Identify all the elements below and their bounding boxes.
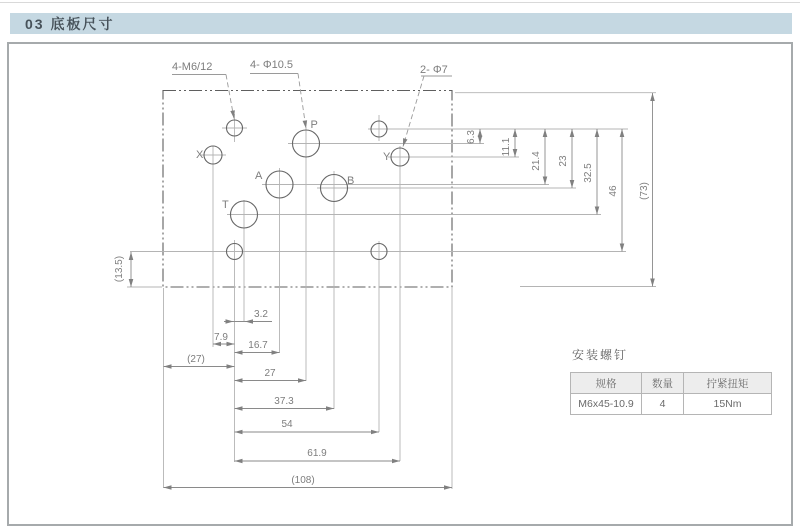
callout-phi10-5: 4- Φ10.5 [250,59,294,71]
col-header-spec: 规格 [571,373,642,394]
dim-label-6-3: 6.3 [466,130,477,144]
page-top-rule [0,2,800,3]
dim-label-3-2: 3.2 [254,309,268,320]
dim-label-46: 46 [608,185,619,197]
port-label-x: X [196,149,204,161]
dim-label-21-4: 21.4 [531,151,542,171]
dim-label-16-7: 16.7 [248,340,268,351]
col-header-torque: 拧紧扭矩 [684,373,772,394]
dim-label-13-5: (13.5) [114,255,125,283]
mounting-screw-section [570,346,774,415]
port-label-a: A [255,170,263,182]
port-label-p: P [310,119,318,131]
dim-label-37-3: 37.3 [274,396,294,407]
table-row [571,394,772,415]
dim-label-23: 23 [558,155,569,167]
cell-spec: M6x45-10.9 [571,394,642,415]
port-label-y: Y [383,151,391,163]
dim-label-11-1: 11.1 [501,137,512,157]
col-header-qty: 数量 [642,373,684,394]
dim-label-27: 27 [264,368,276,379]
section-header-bar [10,13,792,34]
mounting-screw-title: 安装螺钉 [572,348,629,362]
dim-label-27p: (27) [187,354,205,365]
dim-label-54: 54 [281,419,293,430]
drawing-frame [7,42,793,526]
cell-torque: 15Nm [684,394,772,415]
cell-qty: 4 [642,394,684,415]
dim-label-61-9: 61.9 [307,448,327,459]
port-label-t: T [222,199,229,211]
section-title: 03 底板尺寸 [25,15,115,32]
dim-label-108: (108) [291,475,315,486]
callout-phi7: 2- Φ7 [420,64,448,76]
dim-label-32-5: 32.5 [583,163,594,183]
mounting-screw-table [570,372,772,415]
port-label-b: B [347,175,355,187]
dim-label-73: (73) [639,182,650,200]
table-header-row [571,373,772,394]
dim-label-7-9: 7.9 [214,332,228,343]
callout-m6: 4-M6/12 [172,61,213,73]
